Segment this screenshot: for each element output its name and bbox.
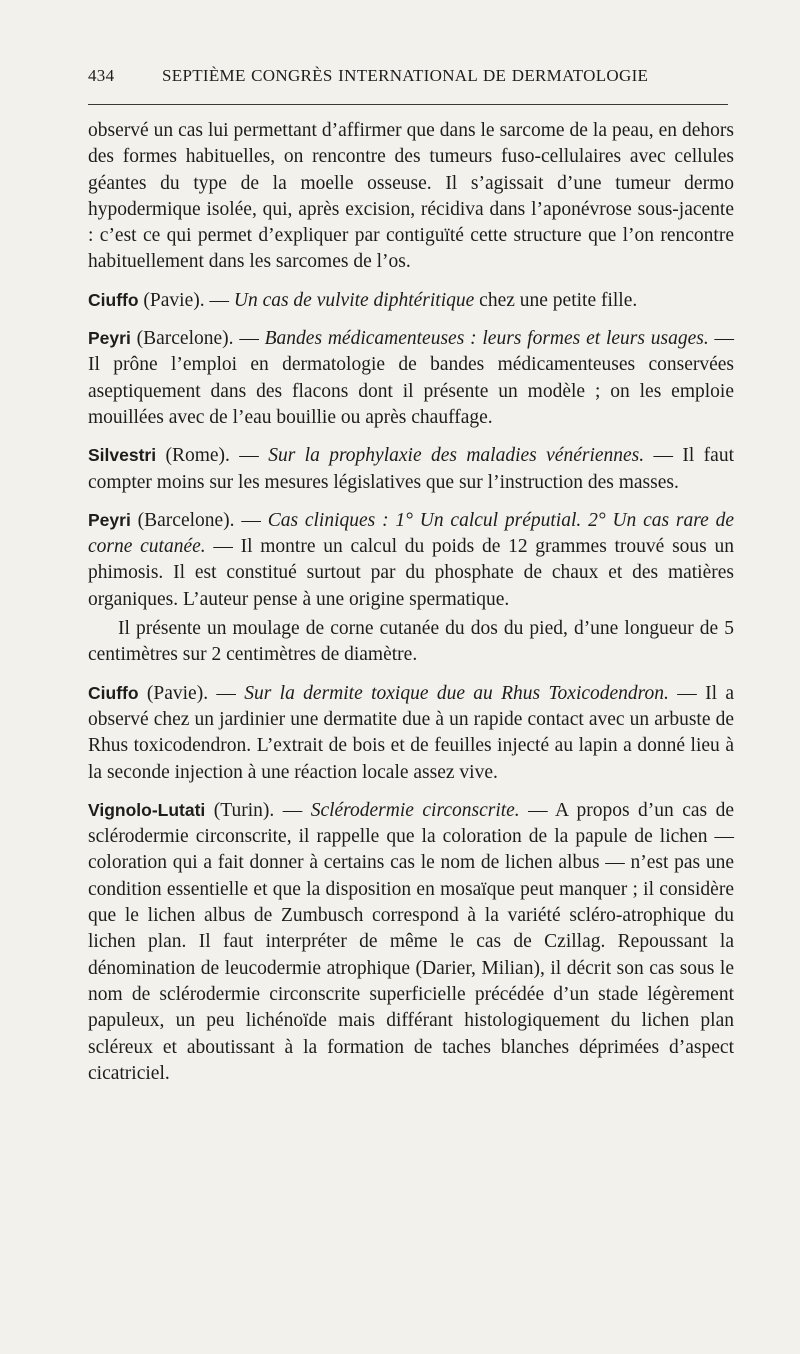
communication-title: Sur la prophylaxie des maladies vénériennes. (268, 445, 645, 467)
author-place: (Barcelone). — (130, 509, 268, 531)
author-place: (Pavie). — (138, 289, 234, 311)
author-place: (Rome). — (156, 445, 269, 467)
abstract-ciuffo-vulvite (88, 287, 734, 314)
author-name: Ciuffo (88, 682, 139, 703)
communication-title: Cas cliniques : 1° Un calcul préputial. 2° Un cas rare de corne cutanée. (88, 509, 734, 558)
author-name: Peyri (88, 328, 131, 349)
communication-title: Un cas de vulvite diphtéritique (233, 289, 475, 311)
paragraph-text: — Il prône l’emploi en dermatologie de bandes médicamenteuses conservées aseptiquement dans des flacons dont il présente un modèle ; on les emploie mouillées avec de l’eau bouillie ou après chauffage. (88, 328, 735, 428)
communication-title: Sclérodermie circonscrite. (310, 799, 520, 821)
header-rule (88, 104, 728, 105)
paragraph-continued (88, 118, 734, 276)
page-number: 434 (88, 66, 115, 85)
paragraph-indented (88, 616, 734, 669)
communication-title: Bandes médicamenteuses : leurs formes et leurs usages. (264, 328, 709, 350)
author-name: Peyri (88, 509, 131, 530)
abstract-peyri-cas-cliniques (88, 507, 734, 613)
paragraph-text: observé un cas lui permettant d’affirmer que dans le sarcome de la peau, en dehors des formes habituelles, on rencontre des tumeurs fuso-cellulaires avec cellules géantes du type de la moelle osseuse. Il s’agissait d’une tumeur dermo hypodermique isolée, qui, après excision, récidiva dans l’aponévrose sous-jacente : c’est ce qui permet d’expliquer par contiguïté cette structure que l’on rencontre habituellement dans les sarcomes de l’os. (88, 120, 734, 273)
abstract-ciuffo-dermite (88, 680, 734, 786)
author-place: (Barcelone). — (130, 328, 265, 350)
paragraph-text: — Il montre un calcul du poids de 12 grammes trouvé sous un phimosis. Il est constitué surtout par du phosphate de chaux et des matières organiques. L’auteur pense à une origine spermatique. (88, 536, 734, 610)
author-place: (Turin). — (205, 799, 311, 821)
author-name: Silvestri (88, 445, 157, 466)
abstract-vignolo-lutati (88, 797, 734, 1087)
author-place: (Pavie). — (138, 682, 245, 704)
paragraph-text: chez une petite fille. (474, 289, 638, 311)
paragraph-text: — Il faut compter moins sur les mesures législatives que sur l’instruction des masses. (88, 445, 734, 493)
abstract-peyri-bandes (88, 325, 734, 431)
paragraph-text: — Il a observé chez un jardinier une dermatite due à un rapide contact avec un arbuste de Rhus toxicodendron. L’extrait de bois et de feuilles injecté au lapin a donné lieu à la seconde injection à une réaction locale assez vive. (88, 682, 734, 783)
running-head (88, 66, 728, 94)
communication-title: Sur la dermite toxique due au Rhus Toxicodendron. (244, 682, 669, 704)
author-name: Vignolo-Lutati (88, 799, 206, 820)
author-name: Ciuffo (88, 289, 139, 310)
body-text (88, 118, 734, 1098)
abstract-silvestri (88, 442, 734, 496)
paragraph-text: Il présente un moulage de corne cutanée du dos du pied, d’une longueur de 5 centimètres sur 2 centimètres de diamètre. (88, 618, 734, 666)
paragraph-text: — A propos d’un cas de sclérodermie circonscrite, il rappelle que la coloration de la papule de lichen — coloration qui a fait donner à certains cas le nom de lichen albus — n’est pas une condition essentielle et que la disposition en mosaïque peut manquer ; il considère que le lichen albus de Zumbusch correspond à la variété scléro-atrophique du lichen plan. Il faut interpréter de même le cas de Czillag. Repoussant la dénomination de leucodermie atrophique (Darier, Milian), il décrit son cas sous le nom de sclérodermie circonscrite superficielle précédée d’un stade légèrement papuleux, un peu lichénoïde mais différant histologiquement du lichen plan scléreux et aboutissant à la formation de taches blanches déprimées d’aspect cicatriciel. (88, 799, 735, 1084)
running-title: SEPTIÈME CONGRÈS INTERNATIONAL DE DERMATOLOGIE (162, 66, 649, 85)
